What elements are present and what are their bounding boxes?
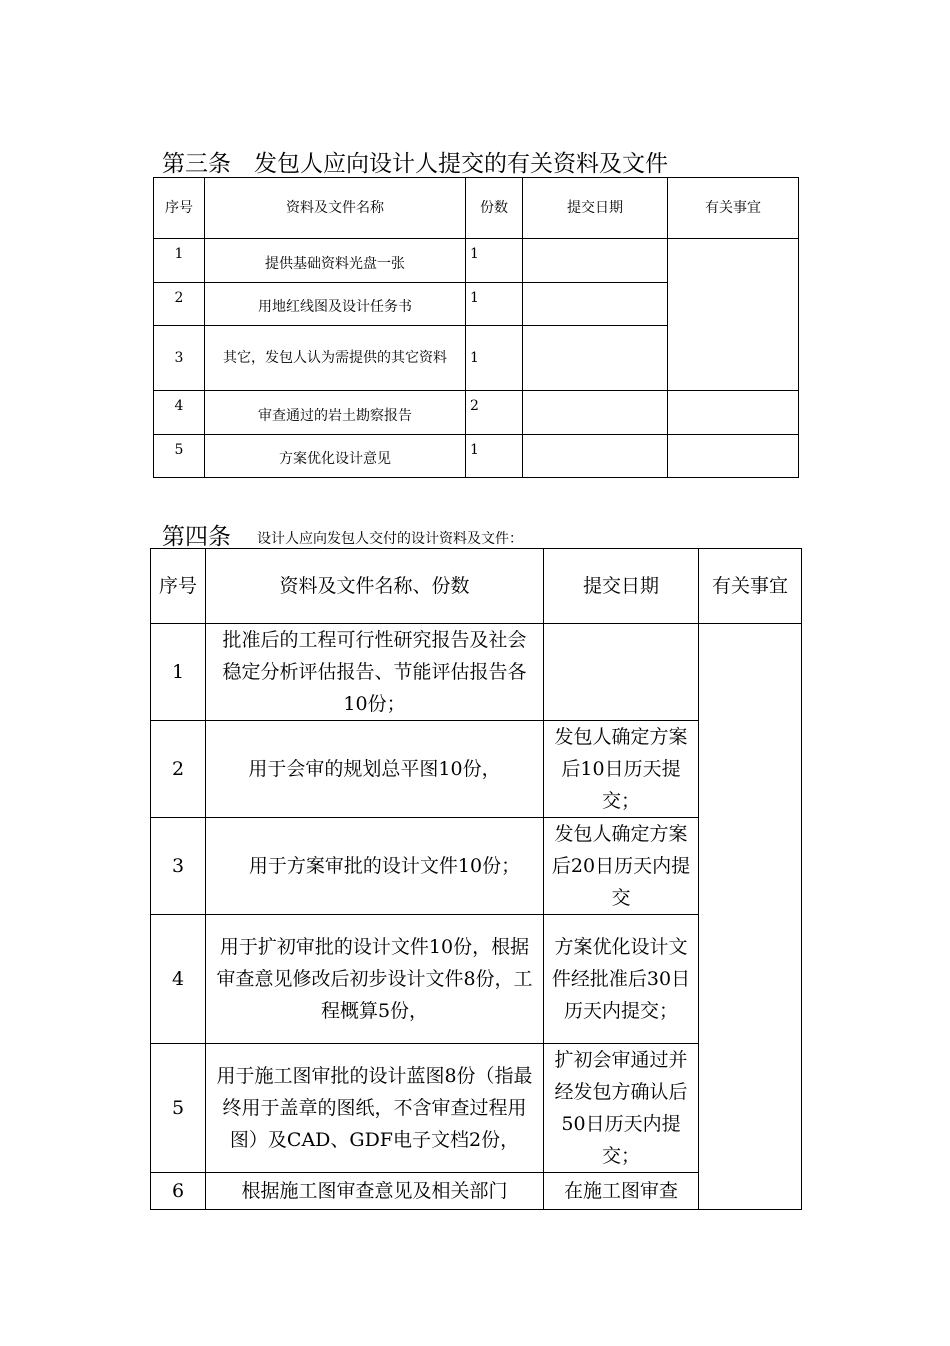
row-no: 5 — [154, 435, 205, 478]
header-no: 序号 — [154, 178, 205, 239]
row-date — [523, 283, 668, 326]
row-name: 用于施工图审批的设计蓝图8份（指最终用于盖章的图纸，不含审查过程用图）及CAD、GDF电子文档2份， — [206, 1044, 544, 1173]
table-header-row — [151, 549, 802, 624]
row-count: 2 — [466, 391, 523, 435]
row-name: 用于会审的规划总平图10份， — [206, 721, 544, 818]
row-count: 1 — [466, 326, 523, 391]
row-date: 方案优化设计文件经批准后30日历天内提交； — [544, 915, 699, 1044]
row-no: 4 — [151, 915, 206, 1044]
article4-subtitle: 设计人应向发包人交付的设计资料及文件： — [257, 530, 523, 547]
article4-title: 第四条 — [162, 524, 231, 550]
row-name: 批准后的工程可行性研究报告及社会稳定分析评估报告、节能评估报告各10份； — [206, 624, 544, 721]
row-name: 用于扩初审批的设计文件10份，根据审查意见修改后初步设计文件8份，工程概算5份， — [206, 915, 544, 1044]
row-no: 2 — [151, 721, 206, 818]
row-count: 1 — [466, 435, 523, 478]
row-notes — [668, 239, 799, 391]
row-no: 1 — [151, 624, 206, 721]
row-count: 1 — [466, 283, 523, 326]
row-date — [523, 435, 668, 478]
row-no: 5 — [151, 1044, 206, 1173]
row-date: 扩初会审通过并经发包方确认后50日历天内提交； — [544, 1044, 699, 1173]
table-header-row — [154, 178, 799, 239]
row-date: 发包人确定方案后10日历天提交； — [544, 721, 699, 818]
header-notes: 有关事宜 — [668, 178, 799, 239]
header-notes: 有关事宜 — [699, 549, 802, 624]
article4-heading — [162, 518, 523, 551]
header-no: 序号 — [151, 549, 206, 624]
table-row — [154, 239, 799, 283]
row-date — [544, 624, 699, 721]
row-date — [523, 239, 668, 283]
row-name: 根据施工图审查意见及相关部门 — [206, 1173, 544, 1210]
row-no: 4 — [154, 391, 205, 435]
header-name: 资料及文件名称 — [205, 178, 466, 239]
row-name: 审查通过的岩土勘察报告 — [205, 391, 466, 435]
article3-title: 第三条 发包人应向设计人提交的有关资料及文件 — [162, 151, 668, 177]
row-no: 3 — [154, 326, 205, 391]
row-notes — [699, 624, 802, 1210]
row-no: 2 — [154, 283, 205, 326]
row-notes — [668, 435, 799, 478]
table-row — [151, 624, 802, 721]
row-no: 1 — [154, 239, 205, 283]
article4-table — [150, 548, 802, 1210]
row-name: 提供基础资料光盘一张 — [205, 239, 466, 283]
row-name: 方案优化设计意见 — [205, 435, 466, 478]
table-row — [154, 435, 799, 478]
row-notes — [668, 391, 799, 435]
row-name: 其它，发包人认为需提供的其它资料 — [205, 326, 466, 391]
header-name: 资料及文件名称、份数 — [206, 549, 544, 624]
article3-table — [153, 177, 799, 478]
row-name: 用于方案审批的设计文件10份； — [206, 818, 544, 915]
table-row — [154, 391, 799, 435]
row-date — [523, 326, 668, 391]
header-date: 提交日期 — [523, 178, 668, 239]
row-date: 发包人确定方案后20日历天内提交 — [544, 818, 699, 915]
row-no: 3 — [151, 818, 206, 915]
header-count: 份数 — [466, 178, 523, 239]
header-date: 提交日期 — [544, 549, 699, 624]
row-date: 在施工图审查 — [544, 1173, 699, 1210]
row-name: 用地红线图及设计任务书 — [205, 283, 466, 326]
row-no: 6 — [151, 1173, 206, 1210]
row-date — [523, 391, 668, 435]
row-count: 1 — [466, 239, 523, 283]
